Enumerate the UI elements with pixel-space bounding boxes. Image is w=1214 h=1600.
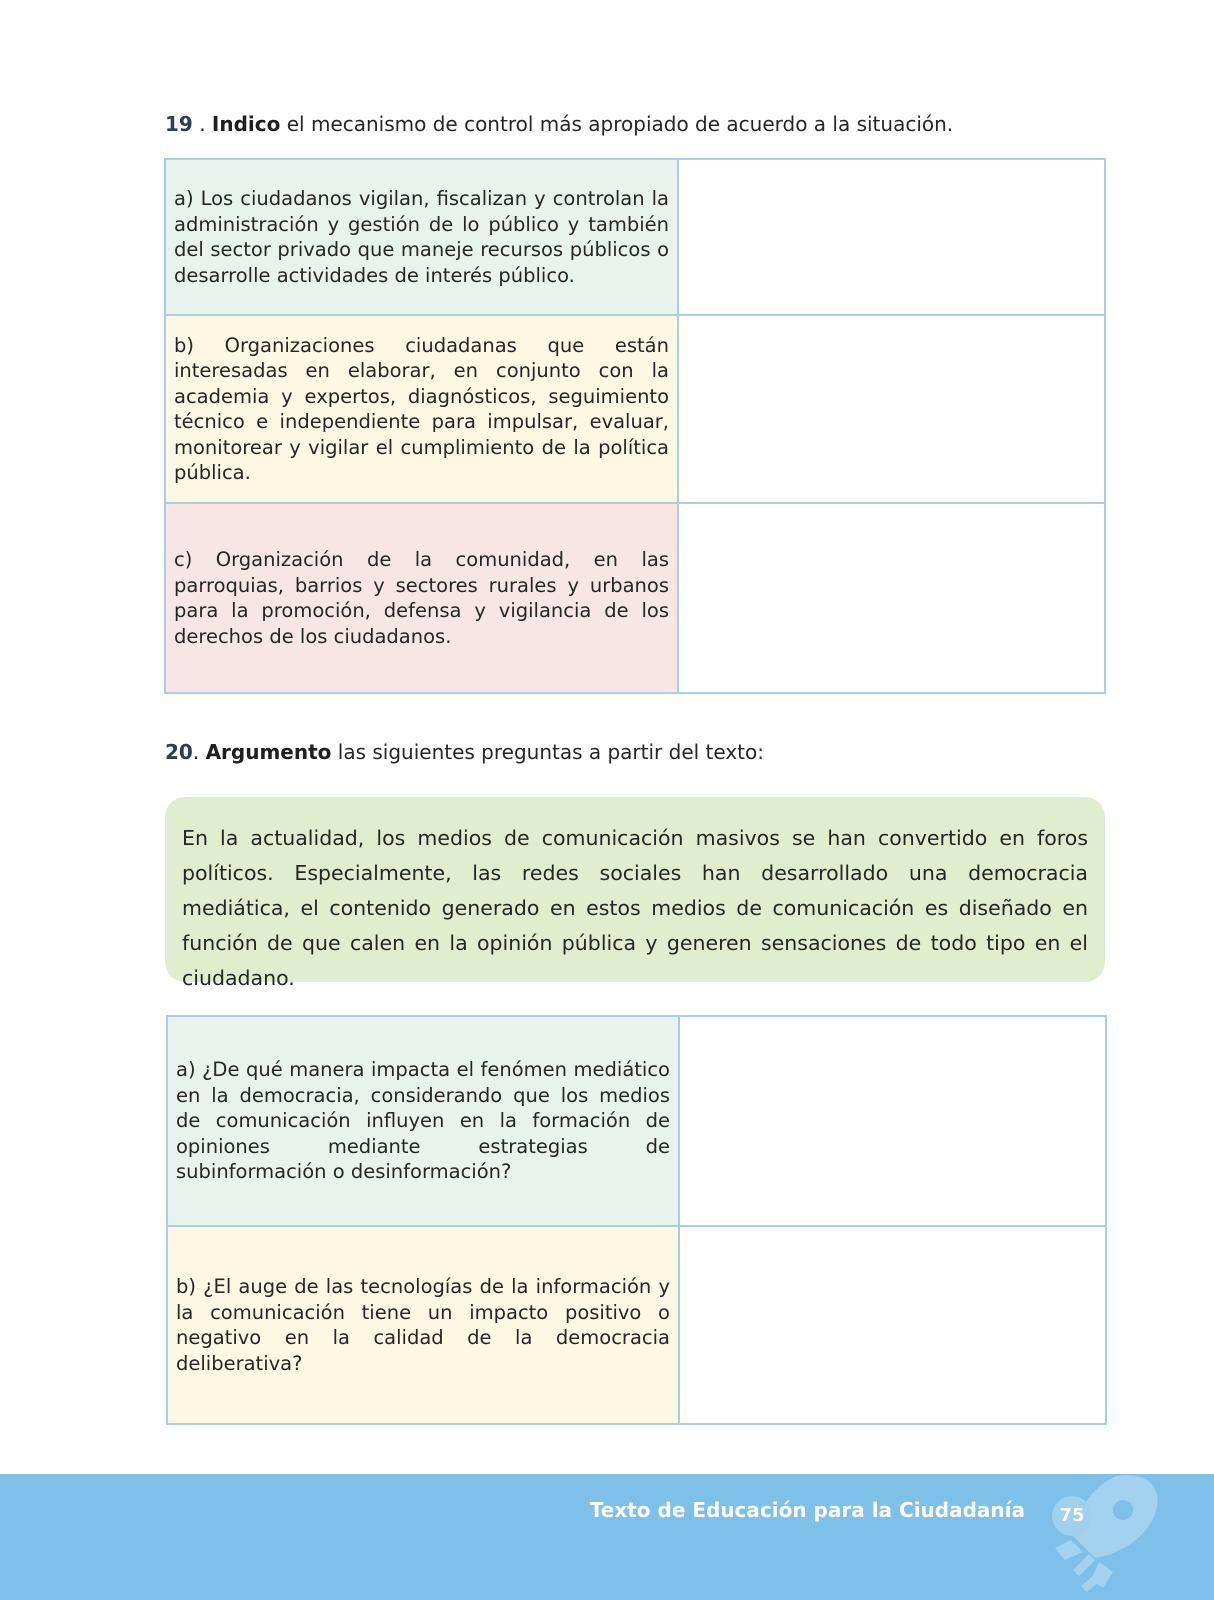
situation-cell: c) Organización de la comunidad, en las parroquias, barrios y sectores rurales y urbanos para la promoción, defensa y vigilancia de los derechos de los ciudadanos. bbox=[165, 503, 678, 693]
question-instruction: el mecanismo de control más apropiado de acuerdo a la situación. bbox=[280, 112, 954, 136]
question-19-heading bbox=[165, 110, 953, 138]
question-20-heading bbox=[165, 738, 764, 766]
page-number: 75 bbox=[1052, 1496, 1092, 1536]
rocket-icon bbox=[1025, 1474, 1214, 1600]
question-separator: . bbox=[192, 112, 212, 136]
question-verb: Argumento bbox=[205, 740, 332, 764]
table-row bbox=[165, 503, 1105, 693]
answer-cell[interactable] bbox=[678, 315, 1105, 503]
answer-cell[interactable] bbox=[678, 159, 1105, 315]
answer-cell[interactable] bbox=[679, 1226, 1106, 1424]
question-verb: Indico bbox=[211, 112, 281, 136]
table-row bbox=[165, 315, 1105, 503]
answer-cell[interactable] bbox=[678, 503, 1105, 693]
question-cell: a) ¿De qué manera impacta el fenómen mediático en la democracia, considerando que los medios de comunicación influyen en la formación de opiniones mediante estrategias de subinformación o desinformación? bbox=[167, 1016, 679, 1226]
situation-cell: b) Organizaciones ciudadanas que están interesadas en elaborar, en conjunto con la academia y expertos, diagnósticos, seguimiento técnico e independiente para impulsar, evaluar, monitorear y vigilar el cumplimiento de la política pública. bbox=[165, 315, 678, 503]
table-row bbox=[167, 1226, 1106, 1424]
book-title: Texto de Educación para la Ciudadanía bbox=[589, 1498, 1025, 1522]
reading-passage: En la actualidad, los medios de comunicación masivos se han convertido en foros políticos. Especialmente, las redes sociales han desarrollado una democracia mediática, el contenido generado en estos medios de comunicación es diseñado en función de que calen en la opinión pública y generen sensaciones de todo tipo en el ciudadano. bbox=[165, 797, 1105, 982]
question-instruction: las siguientes preguntas a partir del texto: bbox=[331, 740, 764, 764]
page-footer bbox=[0, 1474, 1214, 1600]
control-mechanism-table bbox=[164, 158, 1106, 694]
question-cell: b) ¿El auge de las tecnologías de la información y la comunicación tiene un impacto positivo o negativo en la calidad de la democracia deliberativa? bbox=[167, 1226, 679, 1424]
question-separator: . bbox=[192, 740, 206, 764]
table-row bbox=[165, 159, 1105, 315]
situation-cell: a) Los ciudadanos vigilan, fiscalizan y controlan la administración y gestión de lo público y también del sector privado que maneje recursos públicos o desarrolle actividades de interés público. bbox=[165, 159, 678, 315]
answer-cell[interactable] bbox=[679, 1016, 1106, 1226]
question-number: 20 bbox=[165, 740, 193, 764]
table-row bbox=[167, 1016, 1106, 1226]
question-number: 19 bbox=[165, 112, 193, 136]
argument-table bbox=[166, 1015, 1107, 1425]
